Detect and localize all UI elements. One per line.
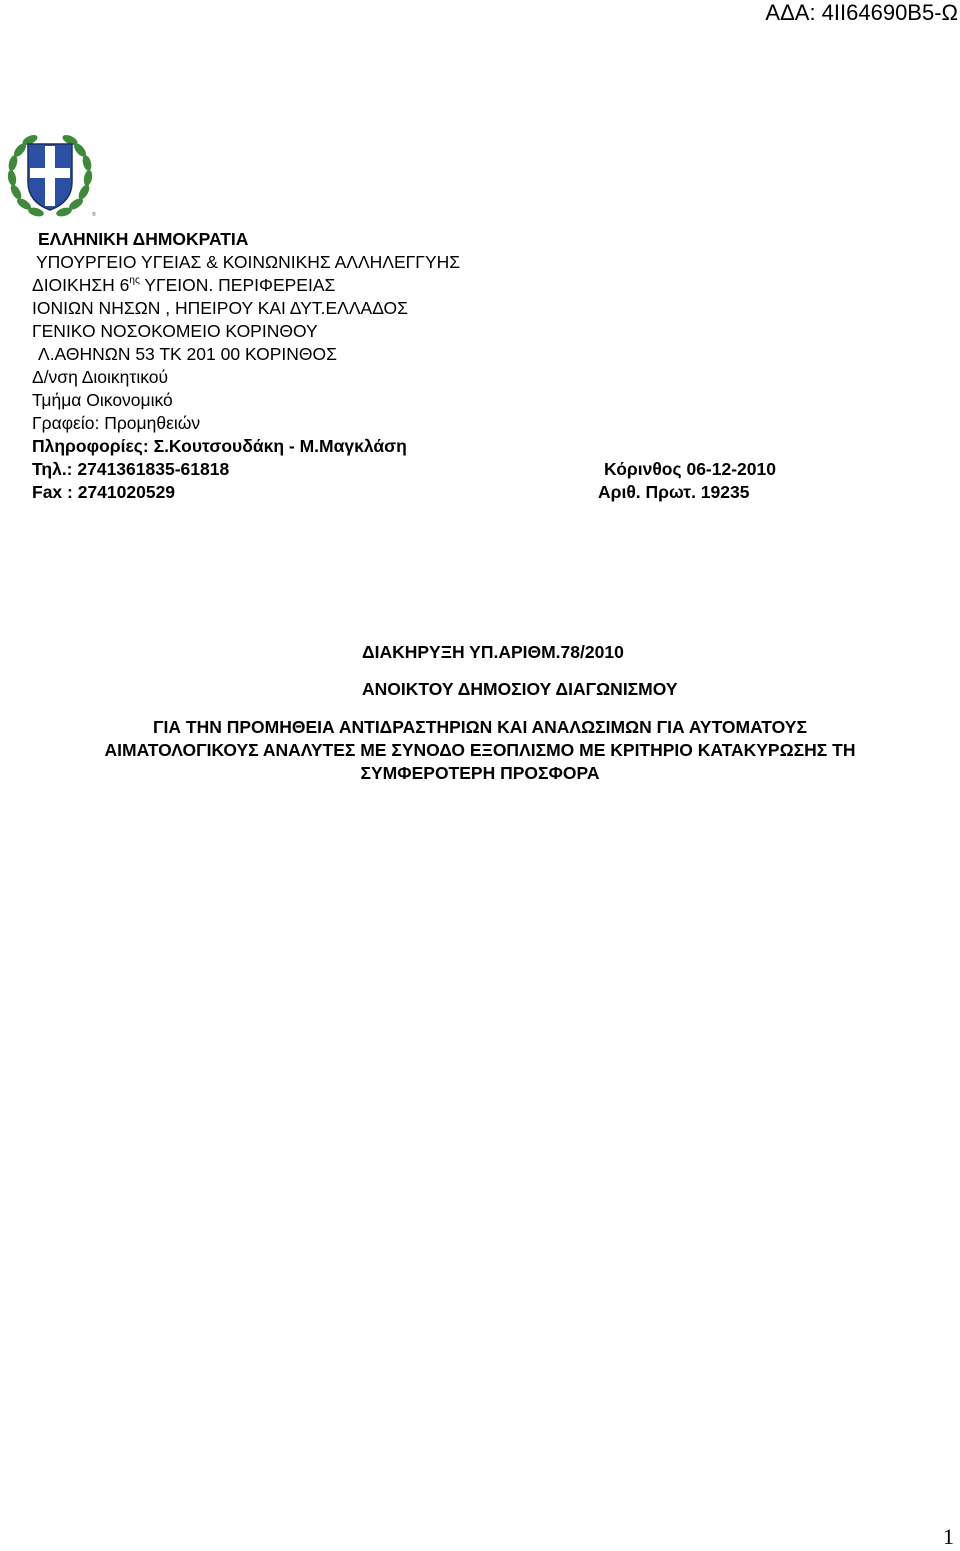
department-line: Τμήμα Οικονομικό <box>32 390 173 410</box>
proclamation-title: ΔΙΑΚΗΡΥΞΗ ΥΠ.ΑΡΙΘΜ.78/2010 <box>362 642 624 662</box>
fax-line: Fax : 2741020529 <box>32 482 176 502</box>
protocol-number: Αριθ. Πρωτ. 19235 <box>598 482 750 502</box>
office-line: Γραφείο: Προμηθειών <box>32 413 201 433</box>
contact-line: Πληροφορίες: Σ.Κουτσουδάκη - Μ.Μαγκλάση <box>32 436 407 456</box>
address-line: Λ.ΑΘΗΝΩΝ 53 ΤΚ 201 00 ΚΟΡΙΝΘΟΣ <box>38 344 337 364</box>
subject-line-1: ΓΙΑ ΤΗΝ ΠΡΟΜΗΘΕΙΑ ΑΝΤΙΔΡΑΣΤΗΡΙΩΝ ΚΑΙ ΑΝΑΛΩΣΙΜΩΝ ΓΙΑ ΑΥΤΟΜΑΤΟΥΣ <box>153 717 807 737</box>
directorate-line: Δ/νση Διοικητικού <box>32 367 169 387</box>
tender-title-text: ΑΝΟΙΚΤΟΥ ΔΗΜΟΣΙΟΥ ΔΙΑΓΩΝΙΣΜΟΥ <box>362 679 678 699</box>
page-number: 1 <box>943 1524 954 1549</box>
subject-line-3: ΣΥΜΦΕΡΟΤΕΡΗ ΠΡΟΣΦΟΡΑ <box>360 763 600 783</box>
hospital-line: ΓΕΝΙΚΟ ΝΟΣΟΚΟΜΕΙΟ ΚΟΡΙΝΘΟΥ <box>32 321 318 341</box>
tender-title <box>362 678 678 701</box>
place-date: Κόρινθος 06-12-2010 <box>604 459 776 479</box>
ministry-line: ΥΠΟΥΡΓΕΙΟ ΥΓΕΙΑΣ & ΚΟΙΝΩΝΙΚΗΣ ΑΛΛΗΛΕΓΓΥΗΣ <box>36 252 461 272</box>
subject-line-2: ΑΙΜΑΤΟΛΟΓΙΚΟΥΣ ΑΝΑΛΥΤΕΣ ΜΕ ΣΥΝΟΔΟ ΕΞΟΠΛΙΣΜΟ ΜΕ ΚΡΙΤΗΡΙΟ ΚΑΤΑΚΥΡΩΣΗΣ ΤΗ <box>104 740 856 760</box>
country-line: ΕΛΛΗΝΙΚΗ ΔΗΜΟΚΡΑΤΙΑ <box>38 229 249 249</box>
ada-code: ΑΔΑ: 4ΙΙ64690Β5-Ω <box>765 0 958 25</box>
health-admin-post: ΥΓΕΙΟΝ. ΠΕΡΙΦΕΡΕΙΑΣ <box>139 275 336 295</box>
regions-line: ΙΟΝΙΩΝ ΝΗΣΩΝ , ΗΠΕΙΡΟΥ ΚΑΙ ΔΥΤ.ΕΛΛΑΔΟΣ <box>32 298 408 318</box>
svg-text:®: ® <box>92 212 96 218</box>
greek-coat-of-arms-emblem <box>4 130 100 220</box>
health-admin-superscript: ης <box>129 275 140 286</box>
phone-line: Τηλ.: 2741361835-61818 <box>32 459 230 479</box>
health-admin-pre: ΔΙΟΙΚΗΣΗ 6 <box>32 275 130 295</box>
